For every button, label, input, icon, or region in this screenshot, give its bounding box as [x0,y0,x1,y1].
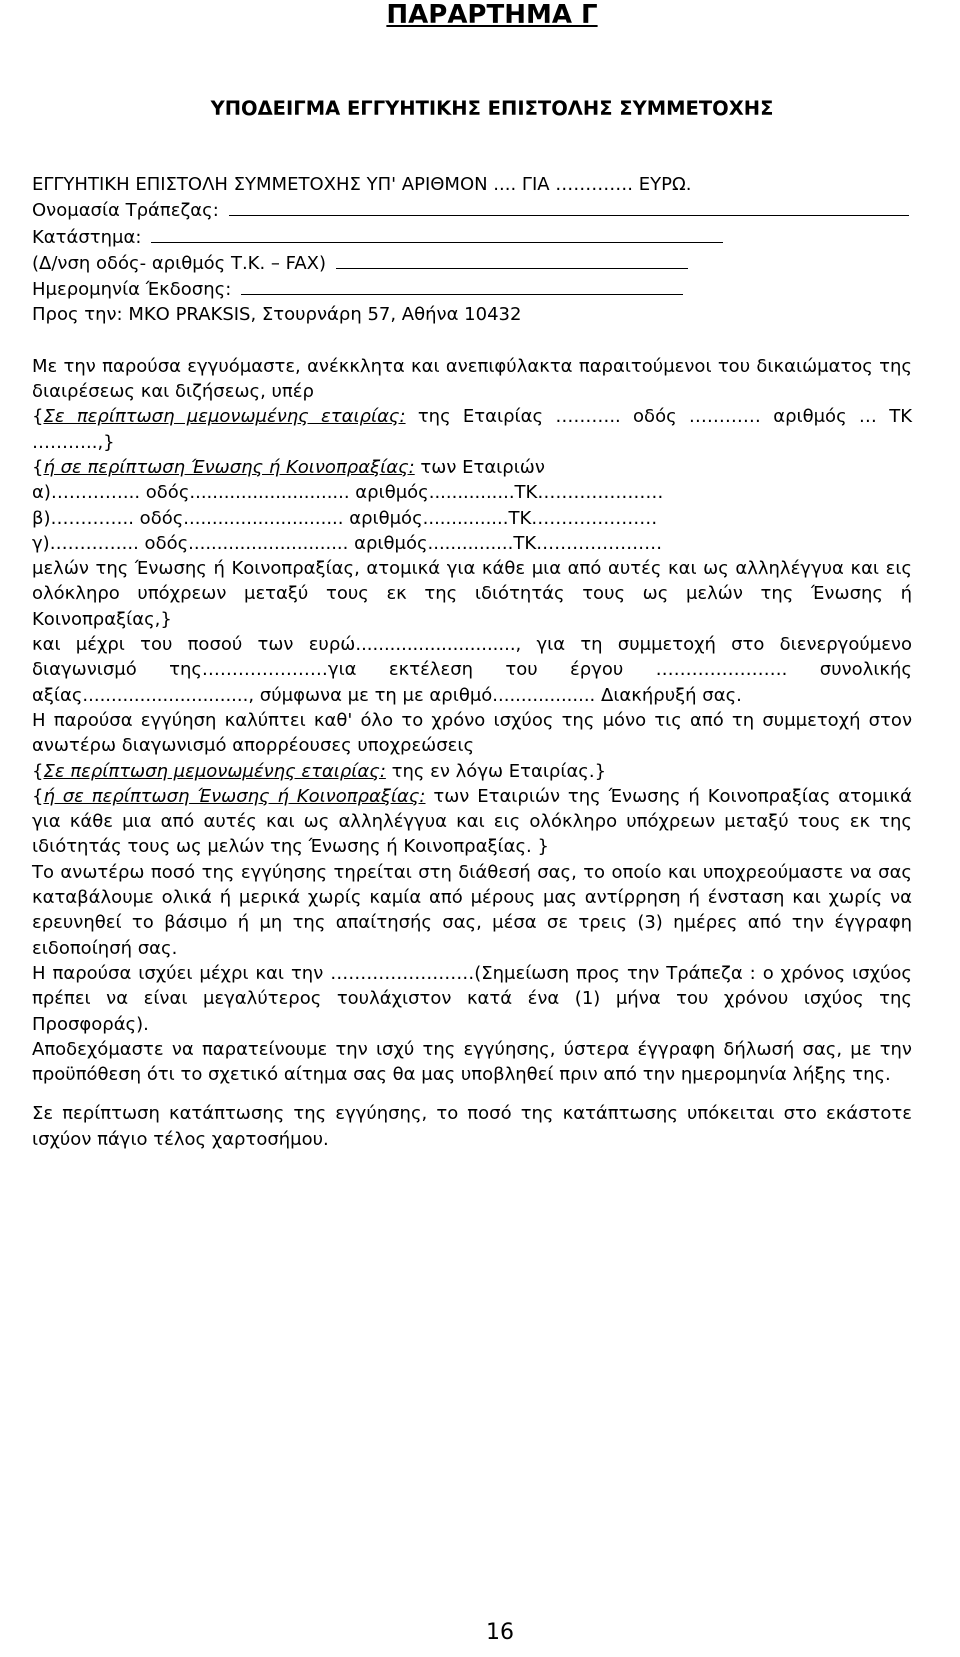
brace-open: { [32,406,44,428]
issue-date-label: Ημερομηνία Έκδοσης: [32,279,232,301]
union-companies: των Εταιριών [414,456,545,478]
paragraph-intro: Με την παρούσα εγγυόμαστε, ανέκκλητα και ανεπιφύλακτα παραιτούμενοι του δικαιώματος της διαιρέσεως και διζήσεως, υπέρ [32,355,912,403]
guarantee-body [32,354,912,1152]
paragraph-coverage: Η παρούσα εγγύηση καλύπτει καθ' όλο το χρόνο ισχύος της μόνο τις από τη συμμετοχή στον ανωτέρω διαγωνισμό απορρέουσες υποχρεώσεις [32,709,912,757]
appendix-title: ΠΑΡΑΡΤΗΜΑ Γ [386,0,598,30]
brace-open: { [32,785,44,807]
paragraph-extension: Αποδεχόμαστε να παρατείνουμε την ισχύ της εγγύησης, ύστερα έγγραφη δήλωσή σας, με την προϋπόθεση ότι το σχετικό αίτημα σας θα μας υποβληθεί πριν από την ημερομηνία λήξης της. [32,1038,912,1086]
branch-line [32,224,912,250]
recipient-line: Προς την: ΜΚΟ PRAKSIS, Στουρνάρη 57, Αθήνα 10432 [32,304,522,326]
guarantee-line: ΕΓΓΥΗΤΙΚΗ ΕΠΙΣΤΟΛΗ ΣΥΜΜΕΤΟΧΗΣ ΥΠ' ΑΡΙΘΜΟΝ .... ΓΙΑ …………. ΕΥΡΩ. [32,174,692,195]
brace-open: { [32,760,44,782]
single-company-clause-2: Σε περίπτωση μεμονωμένης εταιρίας: [43,760,386,782]
single-company-text-2: της εν λόγω Εταιρίας.} [385,760,607,782]
member-row-b: β)………….. οδός............................ αριθμός...............ΤΚ………………… [32,507,658,529]
paragraph-union-2 [32,784,912,860]
single-company-details: της Εταιρίας ……….. οδός ………… αριθμός … ΤΚ ………..,} [32,406,912,453]
paragraph-validity: Η παρούσα ισχύει μέχρι και την ……………………(Σημείωση προς την Τράπεζα : ο χρόνος ισχύος πρέπει να είναι μεγαλύτερος τουλάχιστον κατά ένα (1) μήνα του χρόνου ισχύος της Προσφοράς). [32,962,912,1035]
document-subtitle: ΥΠΟΔΕΙΓΜΑ ΕΓΓΥΗΤΙΚΗΣ ΕΠΙΣΤΟΛΗΣ ΣΥΜΜΕΤΟΧΗΣ [210,97,774,120]
page-number: 16 [486,1620,514,1645]
guarantee-header [32,172,912,328]
issue-date-blank [241,276,683,295]
paragraph-amount: και μέχρι του ποσού των ευρώ............................, για τη συμμετοχή στο διενεργούμενο διαγωνισμό της…………………για εκτέλεση του έργου …………………. συνολικής αξίας............................., σύμφωνα με τη με αριθμό.................. Διακήρυξή σας. [32,634,912,706]
paragraph-payment: Το ανωτέρω ποσό της εγγύησης τηρείται στη διάθεσή σας, το οποίο και υποχρεούμαστε να σας καταβάλουμε ολικά ή μερικά χωρίς καμία από μέρους μας αντίρρηση ή ένσταση και χωρίς να ερευνηθεί το βάσιμο ή μη της απαίτησής σας, μέσα σε τρεις (3) ημέρες από την έγγραφη ειδοποίησή σας. [32,861,912,959]
brace-open: { [32,456,44,478]
union-clause-2: ή σε περίπτωση Ένωσης ή Κοινοπραξίας: [43,785,426,807]
paragraph-single-company-2 [32,759,912,784]
branch-label: Κατάστημα: [32,226,142,248]
bank-name-blank [229,197,909,216]
union-clause: ή σε περίπτωση Ένωσης ή Κοινοπραξίας: [43,456,415,478]
member-row-c: γ)…………... οδός............................ αριθμός...............ΤΚ………………… [32,532,663,554]
union-text-2: των Εταιριών της Ένωσης ή Κοινοπραξίας ατομικά για κάθε μια από αυτές και ως αλληλέγγυα και εις ολόκληρο υπόχρεων μεταξύ τους εκ της ιδιότητάς τους ως μελών της Ένωσης ή Κοινοπραξίας. } [32,785,912,858]
branch-blank [151,224,723,243]
paragraph-stamp-duty: Σε περίπτωση κατάπτωσης της εγγύησης, το ποσό της κατάπτωσης υπόκειται στο εκάστοτε ισχύον πάγιο τέλος χαρτοσήμου. [32,1103,912,1150]
paragraph-members: μελών της Ένωσης ή Κοινοπραξίας, ατομικά για κάθε μια από αυτές και ως αλληλέγγυα και εις ολόκληρο υπόχρεων μεταξύ τους εκ της ιδιότητάς τους ως μελών της Ένωσης ή Κοινοπραξίας,} [32,558,912,630]
member-row-a: α)…………... οδός............................ αριθμός...............ΤΚ………………… [32,482,664,504]
bank-name-line [32,197,912,223]
single-company-clause: Σε περίπτωση μεμονωμένης εταιρίας: [43,406,406,428]
address-label: (Δ/νση οδός- αριθμός Τ.Κ. – FAX) [32,252,327,274]
bank-name-label: Ονομασία Τράπεζας: [32,200,219,222]
paragraph-single-company [32,404,912,455]
issue-date-line [32,276,912,302]
address-line [32,250,912,276]
paragraph-union [32,455,912,480]
address-blank [336,250,688,269]
